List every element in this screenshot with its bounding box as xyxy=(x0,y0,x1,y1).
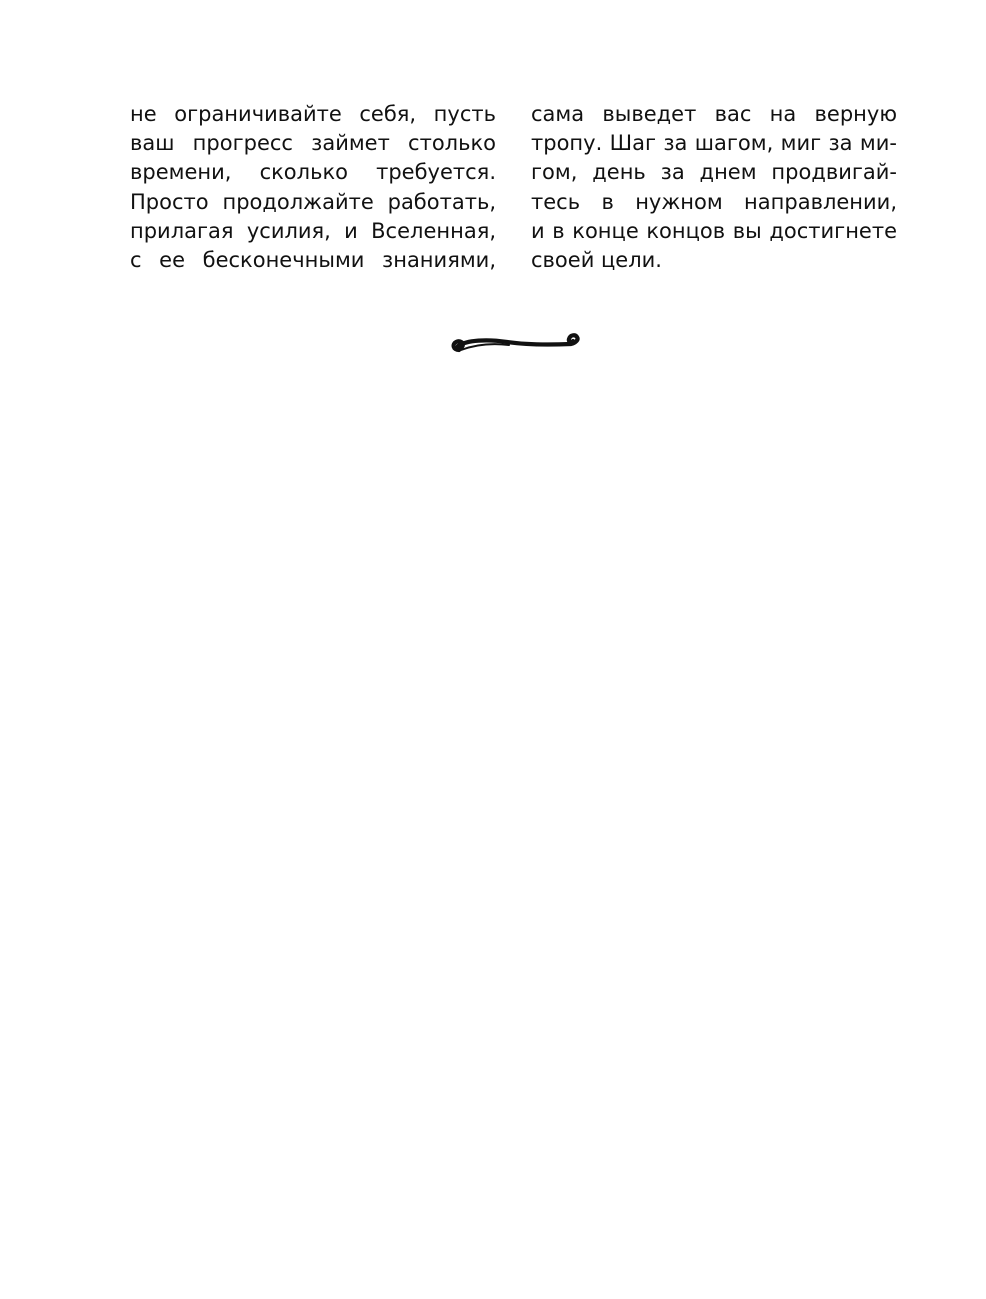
text-line: ваш прогресс займет столько xyxy=(130,131,496,156)
text-column-right xyxy=(531,100,897,275)
text-line: не ограничивайте себя, пусть xyxy=(130,102,496,126)
flourish-divider-icon xyxy=(447,330,583,362)
text-line: своей цели. xyxy=(531,247,662,272)
text-column-left xyxy=(130,100,496,275)
text-line: гом, день за днем продвигай- xyxy=(531,160,897,185)
text-line: прилагая усилия, и Вселенная, xyxy=(130,218,496,243)
text-line: с ее бесконечными знаниями, xyxy=(130,247,496,272)
text-line: тесь в нужном направлении, xyxy=(531,189,897,214)
text-line: тропу. Шаг за шагом, миг за ми- xyxy=(531,131,897,156)
text-line: и в конце концов вы достигнете xyxy=(531,218,897,243)
text-line: Просто продолжайте работать, xyxy=(130,189,496,214)
text-line: сама выведет вас на верную xyxy=(531,102,897,126)
text-line: времени, сколько требуется. xyxy=(130,160,496,185)
